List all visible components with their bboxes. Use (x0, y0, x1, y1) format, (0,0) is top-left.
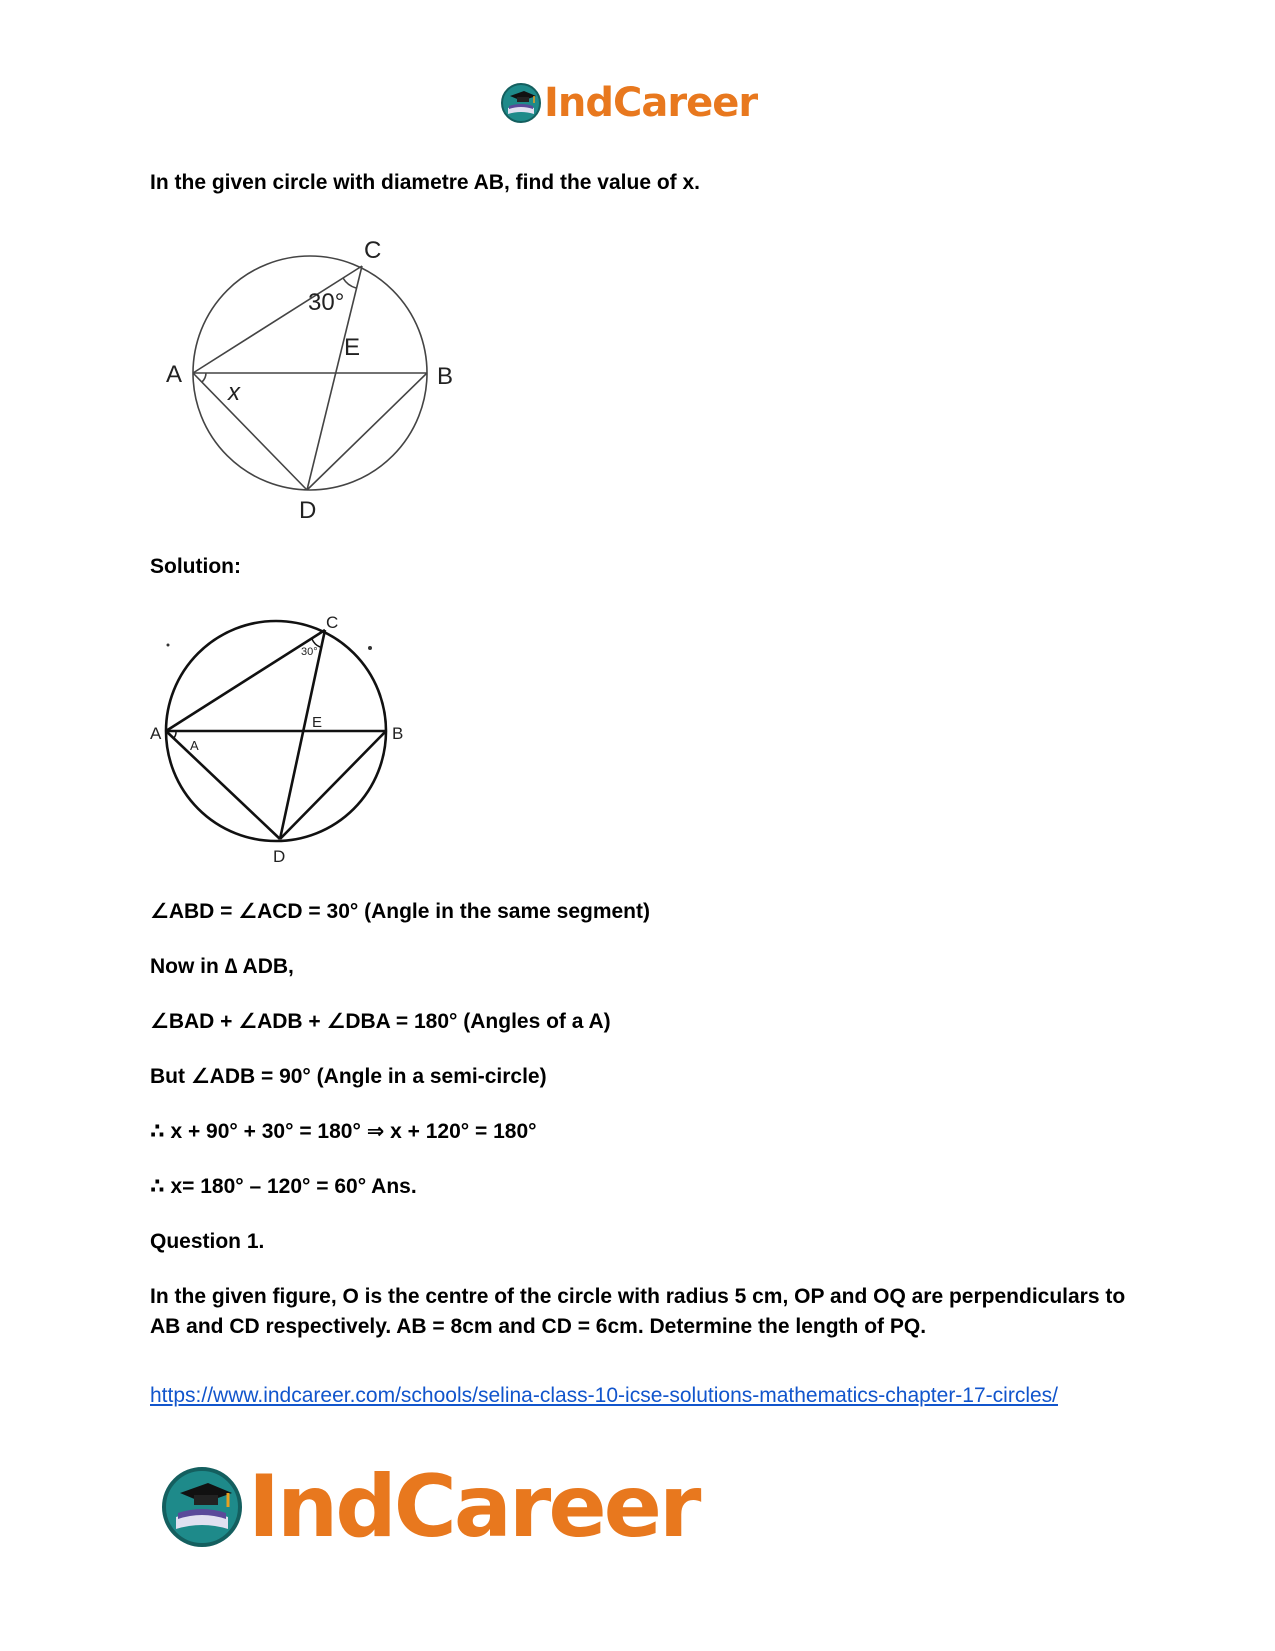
circle-figure-2 (150, 615, 420, 875)
graduation-cap-globe-icon (500, 82, 542, 124)
graduation-cap-globe-icon (160, 1465, 244, 1549)
step-2: Now in ∆ ADB, (150, 955, 294, 978)
question-intro: In the given circle with diametre AB, find the value of x. (150, 171, 700, 194)
point-label-d-2: D (273, 847, 286, 866)
angle-label-2: 30° (301, 646, 318, 658)
brand-name: IndCareer (544, 80, 758, 126)
brand-name-footer: IndCareer (248, 1457, 699, 1557)
angle-label-x: x (228, 379, 240, 406)
step-3: ∠BAD + ∠ADB + ∠DBA = 180° (Angles of a A) (150, 1010, 611, 1033)
point-label-e: E (344, 334, 361, 361)
step-6: ∴ x= 180° – 120° = 60° Ans. (150, 1175, 417, 1198)
point-label-c: C (364, 237, 382, 264)
point-label-e-2: E (312, 714, 323, 731)
angle-label-x-2: A (190, 738, 199, 753)
step-4: But ∠ADB = 90° (Angle in a semi-circle) (150, 1065, 547, 1088)
point-label-b: B (437, 363, 454, 390)
point-label-b-2: B (392, 724, 404, 743)
point-label-a-2: A (150, 724, 162, 743)
point-label-d: D (299, 497, 317, 520)
footer-logo (160, 1457, 699, 1557)
step-1: ∠ABD = ∠ACD = 30° (Angle in the same segment) (150, 900, 650, 923)
point-label-c-2: C (326, 615, 339, 632)
source-link[interactable]: https://www.indcareer.com/schools/selina-class-10-icse-solutions-mathematics-chapter-17-circles/ (150, 1384, 1058, 1407)
question-text: In the given figure, O is the centre of the circle with radius 5 cm, OP and OQ are perpendiculars to AB and CD respectively. AB = 8cm and CD = 6cm. Determine the length of PQ. (150, 1285, 1126, 1338)
question-heading: Question 1. (150, 1230, 265, 1253)
circle-figure-1 (150, 230, 470, 520)
point-label-a: A (166, 361, 183, 388)
step-5: ∴ x + 90° + 30° = 180° ⇒ x + 120° = 180° (150, 1120, 537, 1143)
header-logo (500, 78, 757, 128)
angle-label: 30° (308, 289, 345, 316)
solution-heading: Solution: (150, 555, 241, 578)
